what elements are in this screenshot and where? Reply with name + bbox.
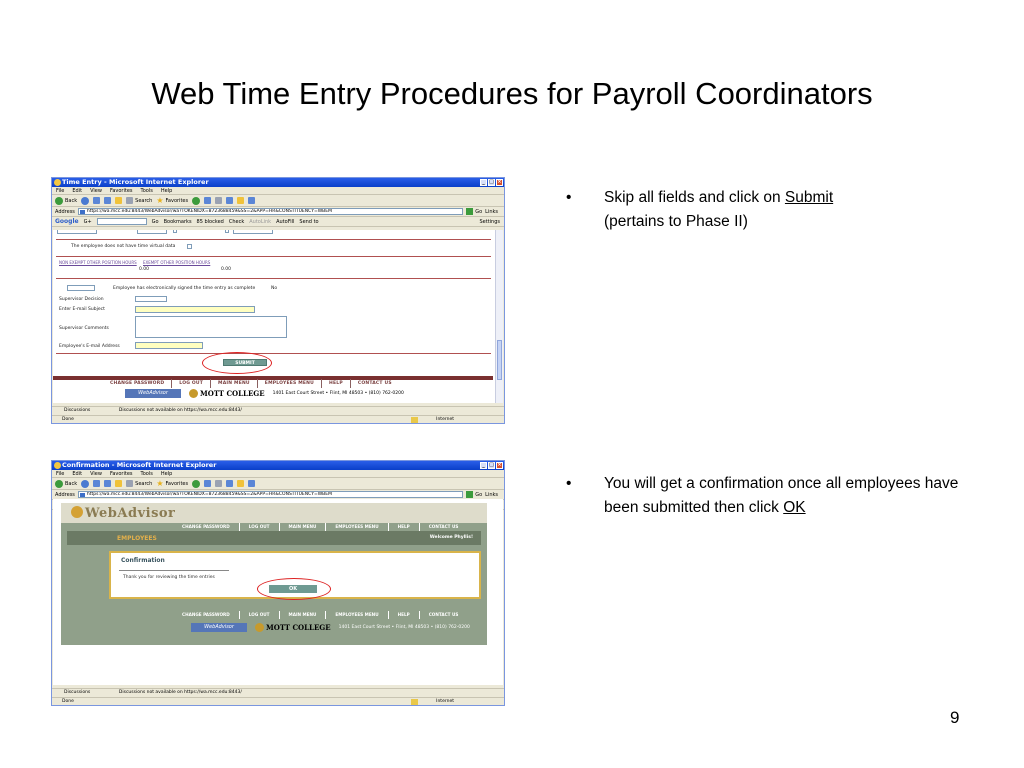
status-text: Done — [62, 699, 74, 704]
google-search-label: G+ — [83, 218, 92, 225]
confirmation-screenshot — [51, 460, 505, 706]
lock-icon — [411, 417, 418, 423]
menu-file[interactable]: File — [56, 471, 65, 477]
field-input[interactable] — [233, 230, 273, 234]
home-icon[interactable] — [115, 480, 122, 487]
email-subject-label: Enter E-mail Subject — [59, 307, 105, 312]
vertical-scrollbar[interactable] — [495, 230, 503, 403]
favorites-button[interactable]: ★ Favorites — [156, 478, 189, 488]
google-settings-button[interactable]: Settings — [479, 218, 500, 225]
back-icon — [55, 480, 63, 488]
nav-bar — [173, 523, 467, 531]
bookmarks-button[interactable]: Bookmarks — [163, 218, 192, 225]
refresh-icon[interactable] — [104, 480, 111, 487]
page-content — [53, 230, 503, 403]
highlight-oval — [257, 578, 331, 600]
bullet-note: (pertains to Phase II) — [604, 213, 748, 230]
menu-view[interactable]: View — [90, 188, 102, 194]
nav-change-password[interactable]: CHANGE PASSWORD — [173, 523, 240, 531]
favorites-button[interactable]: ★ Favorites — [156, 195, 189, 205]
menu-bar — [52, 187, 504, 195]
nav-bar-bottom — [173, 611, 467, 619]
webadvisor-gear-icon — [71, 506, 83, 518]
welcome-text: Welcome Phyllis! — [429, 535, 473, 540]
time-entry-screenshot — [51, 177, 505, 424]
google-go-button[interactable]: Go — [151, 218, 159, 225]
ie-icon — [54, 179, 61, 186]
signed-input[interactable] — [67, 285, 95, 291]
webadvisor-title: WebAdvisor — [71, 506, 175, 521]
bullet-marker: • — [566, 475, 572, 492]
bullet-marker: • — [566, 189, 572, 206]
nav-help[interactable]: HELP — [389, 523, 420, 531]
nav-log-out[interactable]: LOG OUT — [240, 611, 280, 619]
security-zone: Internet — [436, 699, 454, 704]
folder-icon[interactable] — [237, 197, 244, 204]
check-button[interactable]: Check — [228, 218, 245, 225]
no-virtual-data-label: The employee does not have time virtual data — [71, 244, 176, 249]
discussions-message: Discussions not available on https://wa.mcc.edu:8443/ — [118, 690, 242, 695]
maximize-icon[interactable]: □ — [489, 462, 494, 468]
webadvisor-header — [61, 503, 487, 523]
bullet-text: You will get a confirmation once all employees have been submitted then click — [604, 475, 959, 516]
search-button[interactable]: Search — [126, 480, 152, 487]
section-title: EMPLOYEES — [117, 535, 157, 542]
signed-value: No — [271, 286, 278, 291]
minimize-icon[interactable]: _ — [480, 179, 487, 186]
nav-log-out[interactable]: LOG OUT — [240, 523, 280, 531]
bullet-text: Skip all fields and click on — [604, 189, 785, 206]
back-button[interactable]: Back — [55, 480, 77, 488]
hdr-nonexempt: NON EXEMPT OTHER POSITION HOURS — [59, 260, 137, 265]
lock-icon — [411, 699, 418, 705]
menu-edit[interactable]: Edit — [72, 188, 83, 194]
discussions-button[interactable]: Discussions — [64, 690, 91, 695]
confirmation-panel — [109, 551, 481, 599]
nav-employees-menu[interactable]: EMPLOYEES MENU — [258, 379, 322, 388]
menu-help[interactable]: Help — [160, 188, 173, 194]
webadvisor-logo[interactable]: WebAdvisor — [125, 389, 181, 398]
signed-label: Employee has electronically signed the time entry as complete — [113, 286, 256, 291]
links-button[interactable]: Links — [485, 208, 498, 215]
college-address: 1401 East Court Street • Flint, MI 48503 • (810) 762-0200 — [272, 391, 404, 396]
bullet-list-1 — [562, 186, 962, 234]
page-content — [53, 499, 503, 685]
history-icon[interactable] — [204, 197, 211, 204]
address-input[interactable]: https://wa.mcc.edu:8443/WebAdvisor/wa?TOKENIDX=8723688459&SS=2&APP=HR&CONSTITUENCY=WBEM — [78, 491, 463, 498]
google-toolbar — [52, 217, 504, 227]
menu-bar — [52, 470, 504, 478]
supervisor-comments-label: Supervisor Comments — [59, 326, 109, 331]
discussions-bar — [52, 688, 504, 696]
divider — [119, 570, 229, 571]
forward-icon[interactable] — [81, 480, 89, 488]
submit-button[interactable]: SUBMIT — [223, 359, 267, 366]
nav-main-menu[interactable]: MAIN MENU — [211, 379, 258, 388]
mail-icon[interactable] — [215, 197, 222, 204]
field-input[interactable] — [137, 230, 167, 234]
window-titlebar — [52, 461, 504, 470]
status-bar — [52, 415, 504, 423]
ok-button[interactable]: OK — [269, 585, 317, 593]
confirmation-title: Confirmation — [121, 557, 165, 564]
search-icon — [126, 480, 133, 487]
home-icon[interactable] — [115, 197, 122, 204]
print-icon[interactable] — [226, 480, 233, 487]
supervisor-decision-label: Supervisor Decision — [59, 297, 104, 302]
bullet-list-2 — [562, 472, 982, 520]
go-icon — [466, 491, 473, 498]
menu-tools[interactable]: Tools — [140, 471, 153, 477]
checkbox[interactable] — [225, 230, 229, 233]
nav-contact-us[interactable]: CONTACT US — [357, 381, 392, 386]
discussions-button[interactable]: Discussions — [64, 408, 91, 413]
divider — [56, 239, 491, 240]
confirmation-message: Thank you for reviewing the time entries — [123, 575, 215, 580]
no-virtual-data-checkbox[interactable] — [187, 244, 192, 249]
go-icon — [466, 208, 473, 215]
back-button[interactable]: Back — [55, 197, 77, 205]
maximize-icon[interactable]: □ — [489, 179, 494, 185]
favorites-icon: ★ — [156, 195, 164, 205]
slide-title: Web Time Entry Procedures for Payroll Coordinators — [151, 76, 873, 111]
address-label: Address — [55, 491, 75, 498]
links-button[interactable]: Links — [485, 491, 498, 498]
address-bar — [52, 207, 504, 217]
college-logo: MOTT COLLEGE — [189, 389, 265, 398]
ok-link: OK — [783, 499, 806, 516]
mail-icon[interactable] — [215, 480, 222, 487]
google-search-input[interactable] — [97, 218, 147, 225]
nav-contact-us[interactable]: CONTACT US — [428, 524, 459, 529]
email-subject-input[interactable] — [135, 306, 255, 313]
scroll-thumb[interactable] — [497, 340, 502, 380]
messenger-icon[interactable] — [248, 197, 255, 204]
divider — [56, 353, 491, 354]
divider — [56, 278, 491, 279]
menu-view[interactable]: View — [90, 471, 102, 477]
autofill-button[interactable]: AutoFill — [276, 218, 295, 225]
field-input[interactable] — [57, 230, 97, 234]
history-icon[interactable] — [204, 480, 211, 487]
nav-contact-us[interactable]: CONTACT US — [428, 612, 459, 617]
college-address: 1401 East Court Street • Flint, MI 48503 • (810) 762-0200 — [338, 625, 470, 630]
exempt-hours: 0.00 — [221, 267, 232, 272]
popup-blocked[interactable]: 85 blocked — [196, 218, 224, 225]
employees-bar — [67, 531, 481, 545]
college-emblem-icon — [255, 623, 264, 632]
minimize-icon[interactable]: _ — [480, 462, 487, 469]
stop-icon[interactable] — [93, 197, 100, 204]
nav-change-password[interactable]: CHANGE PASSWORD — [173, 611, 240, 619]
supervisor-comments-textarea[interactable] — [135, 316, 287, 338]
status-text: Done — [62, 417, 74, 422]
window-title: Confirmation - Microsoft Internet Explorer — [62, 461, 217, 469]
employee-email-input[interactable] — [135, 342, 203, 349]
stop-icon[interactable] — [93, 480, 100, 487]
nav-main-menu[interactable]: MAIN MENU — [280, 523, 327, 531]
favorites-icon: ★ — [156, 478, 164, 488]
status-bar — [52, 697, 504, 705]
bullet-item — [562, 472, 982, 520]
search-icon — [126, 197, 133, 204]
window-titlebar — [52, 178, 504, 187]
menu-help[interactable]: Help — [160, 471, 173, 477]
google-logo: Google — [55, 218, 79, 225]
divider — [56, 256, 491, 257]
ie-icon — [54, 462, 61, 469]
nav-help[interactable]: HELP — [322, 379, 351, 388]
nav-help[interactable]: HELP — [389, 611, 420, 619]
go-button[interactable]: Go — [466, 208, 482, 215]
supervisor-decision-select[interactable] — [135, 296, 167, 302]
messenger-icon[interactable] — [248, 480, 255, 487]
college-emblem-icon — [189, 389, 198, 398]
toolbar — [52, 478, 504, 490]
webadvisor-logo[interactable]: WebAdvisor — [191, 623, 247, 632]
highlight-oval — [202, 352, 272, 374]
webadvisor-frame — [61, 503, 487, 645]
close-icon[interactable]: × — [497, 179, 502, 185]
folder-icon[interactable] — [237, 480, 244, 487]
refresh-icon[interactable] — [104, 197, 111, 204]
security-zone: Internet — [436, 417, 454, 422]
nav-main-menu[interactable]: MAIN MENU — [280, 611, 327, 619]
footer — [125, 389, 404, 398]
nav-bar — [103, 379, 399, 388]
footer — [191, 623, 470, 632]
back-icon — [55, 197, 63, 205]
menu-favorites[interactable]: Favorites — [109, 188, 133, 194]
toolbar — [52, 195, 504, 207]
hdr-exempt: EXEMPT OTHER POSITION HOURS — [143, 260, 211, 265]
sendto-button[interactable]: Send to — [299, 218, 319, 225]
menu-edit[interactable]: Edit — [72, 471, 83, 477]
window-title: Time Entry - Microsoft Internet Explorer — [62, 178, 209, 186]
print-icon[interactable] — [226, 197, 233, 204]
go-button[interactable]: Go — [466, 491, 482, 498]
autolink-button[interactable]: AutoLink — [249, 218, 272, 225]
page-number: 9 — [950, 708, 960, 727]
address-input[interactable]: https://wa.mcc.edu:8443/WebAdvisor/wa?TOKENIDX=8723688459&SS=2&APP=HR&CONSTITUENCY=WBEM — [78, 208, 463, 215]
nav-change-password[interactable]: CHANGE PASSWORD — [103, 379, 172, 388]
nav-employees-menu[interactable]: EMPLOYEES MENU — [326, 523, 388, 531]
search-button[interactable]: Search — [126, 197, 152, 204]
nav-log-out[interactable]: LOG OUT — [172, 379, 211, 388]
bullet-item — [562, 186, 962, 234]
employee-email-label: Employee's E-mail Address — [59, 344, 120, 349]
media-icon[interactable] — [192, 480, 200, 488]
college-logo: MOTT COLLEGE — [255, 623, 331, 632]
nonexempt-hours: 0.00 — [139, 267, 150, 272]
menu-tools[interactable]: Tools — [140, 188, 153, 194]
media-icon[interactable] — [192, 197, 200, 205]
address-label: Address — [55, 208, 75, 215]
submit-link: Submit — [784, 189, 834, 206]
nav-employees-menu[interactable]: EMPLOYEES MENU — [326, 611, 388, 619]
discussions-message: Discussions not available on https://wa.mcc.edu:8443/ — [118, 408, 242, 413]
checkbox[interactable] — [173, 230, 177, 233]
menu-file[interactable]: File — [56, 188, 65, 194]
forward-icon[interactable] — [81, 197, 89, 205]
menu-favorites[interactable]: Favorites — [109, 471, 133, 477]
discussions-bar — [52, 406, 504, 414]
close-icon[interactable]: × — [497, 462, 502, 468]
